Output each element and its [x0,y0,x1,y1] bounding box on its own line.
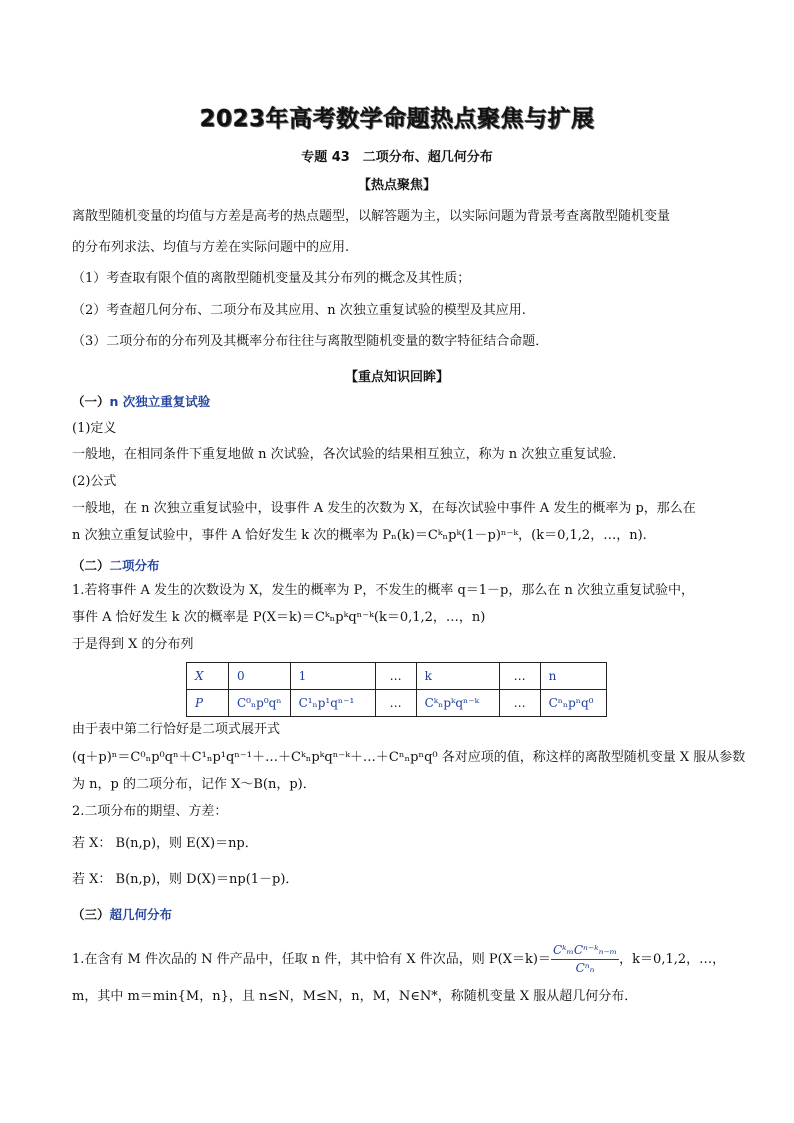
binomial-line-7: 2.二项分布的期望、方差： [72,804,228,819]
document-title: 2023年高考数学命题热点聚焦与扩展 [199,106,595,132]
section-2-heading [72,556,160,574]
hypergeo-text-before: 1.在含有 M 件次品的 N 件产品中，任取 n 件，其中恰有 X 件次品，则 P(X＝k)＝ [72,952,551,967]
section-3-title: 超几何分布 [109,907,173,922]
variance-line: 若 X： B(n,p)，则 D(X)＝np(1－p)． [72,872,299,887]
section-1-title: n 次独立重复试验 [109,394,211,409]
formula-label: (2)公式 [72,474,117,489]
table-cell: Cᵏₙpᵏqⁿ⁻ᵏ [416,690,499,717]
table-row [187,690,607,717]
fraction-numerator: CᵏₘCⁿ⁻ᵏₙ₋ₘ [551,942,619,960]
table-cell: 0 [229,663,291,690]
definition-label: (1)定义 [72,421,117,436]
formula-line-2: n 次独立重复试验中，事件 A 恰好发生 k 次的概率为 Pₙ(k)＝Cᵏₙpᵏ(1－p)ⁿ⁻ᵏ，(k＝0,1,2，…，n). [72,528,647,543]
binomial-expansion: (q＋p)ⁿ＝C⁰ₙp⁰qⁿ＋C¹ₙp¹qⁿ⁻¹＋…＋Cᵏₙpᵏqⁿ⁻ᵏ＋…＋Cⁿₙpⁿq⁰ 各对应项的值，称这样的离散型随机变量 X 服从参数 [72,750,746,765]
document-subtitle: 专题 43 二项分布、超几何分布 [301,150,493,165]
table-cell: X [187,663,229,690]
point-1: （1）考查取有限个值的离散型随机变量及其分布列的概念及其性质； [72,271,471,286]
section-2-title: 二项分布 [109,558,160,573]
formula-line-1: 一般地，在 n 次独立重复试验中，设事件 A 发生的次数为 X，在每次试验中事件 A 发生的概率为 p，那么在 [72,501,696,516]
binomial-line-6: 为 n，p 的二项分布，记作 X～B(n，p)． [72,777,316,792]
table-cell: … [499,690,540,717]
hypergeometric-line-2: m，其中 m＝min{M，n}，且 n≤N，M≤N，n，M，N∈N*，称随机变量 X 服从超几何分布． [72,989,638,1004]
table-cell: 1 [290,663,375,690]
fraction-denominator: Cⁿₙ [575,961,595,975]
binomial-line-4: 由于表中第二行恰好是二项式展开式 [72,722,281,737]
section-1-prefix: （一） [72,394,110,409]
section-3-heading [72,905,172,923]
hypergeo-text-after: ，k＝0,1,2，…， [619,952,726,967]
key-review-heading: 【重点知识回眸】 [344,370,449,385]
hypergeo-fraction [551,942,619,977]
distribution-table [186,662,607,717]
table-cell: C¹ₙp¹qⁿ⁻¹ [290,690,375,717]
table-cell: Cⁿₙpⁿq⁰ [540,690,606,717]
hot-focus-heading: 【热点聚焦】 [357,178,436,193]
table-cell: C⁰ₙp⁰qⁿ [229,690,291,717]
intro-line-2: 的分布列求法、均值与方差在实际问题中的应用. [72,240,350,255]
definition-text: 一般地，在相同条件下重复地做 n 次试验，各次试验的结果相互独立，称为 n 次独立重复试验． [72,447,626,462]
table-cell: … [375,663,416,690]
section-2-prefix: （二） [72,558,110,573]
section-3-prefix: （三） [72,907,110,922]
table-cell: … [499,663,540,690]
expectation-line: 若 X： B(n,p)，则 E(X)＝np． [72,836,258,851]
point-3: （3）二项分布的分布列及其概率分布往往与离散型随机变量的数字特征结合命题． [72,334,549,349]
table-cell: P [187,690,229,717]
table-cell: … [375,690,416,717]
binomial-line-2: 事件 A 恰好发生 k 次的概率是 P(X＝k)＝Cᵏₙpᵏqⁿ⁻ᵏ(k＝0,1,2，…，n) [72,610,486,625]
table-cell: n [540,663,606,690]
section-1-heading [72,392,210,410]
binomial-line-3: 于是得到 X 的分布列 [72,637,194,652]
table-row [187,663,607,690]
hypergeometric-line-1 [72,940,738,980]
intro-line-1: 离散型随机变量的均值与方差是高考的热点题型，以解答题为主，以实际问题为背景考查离散型随机变量 [72,209,671,224]
point-2: （2）考查超几何分布、二项分布及其应用、n 次独立重复试验的模型及其应用. [72,303,526,318]
binomial-line-1: 1.若将事件 A 发生的次数设为 X，发生的概率为 P，不发生的概率 q＝1－p，那么在 n 次独立重复试验中， [72,583,695,598]
table-cell: k [416,663,499,690]
